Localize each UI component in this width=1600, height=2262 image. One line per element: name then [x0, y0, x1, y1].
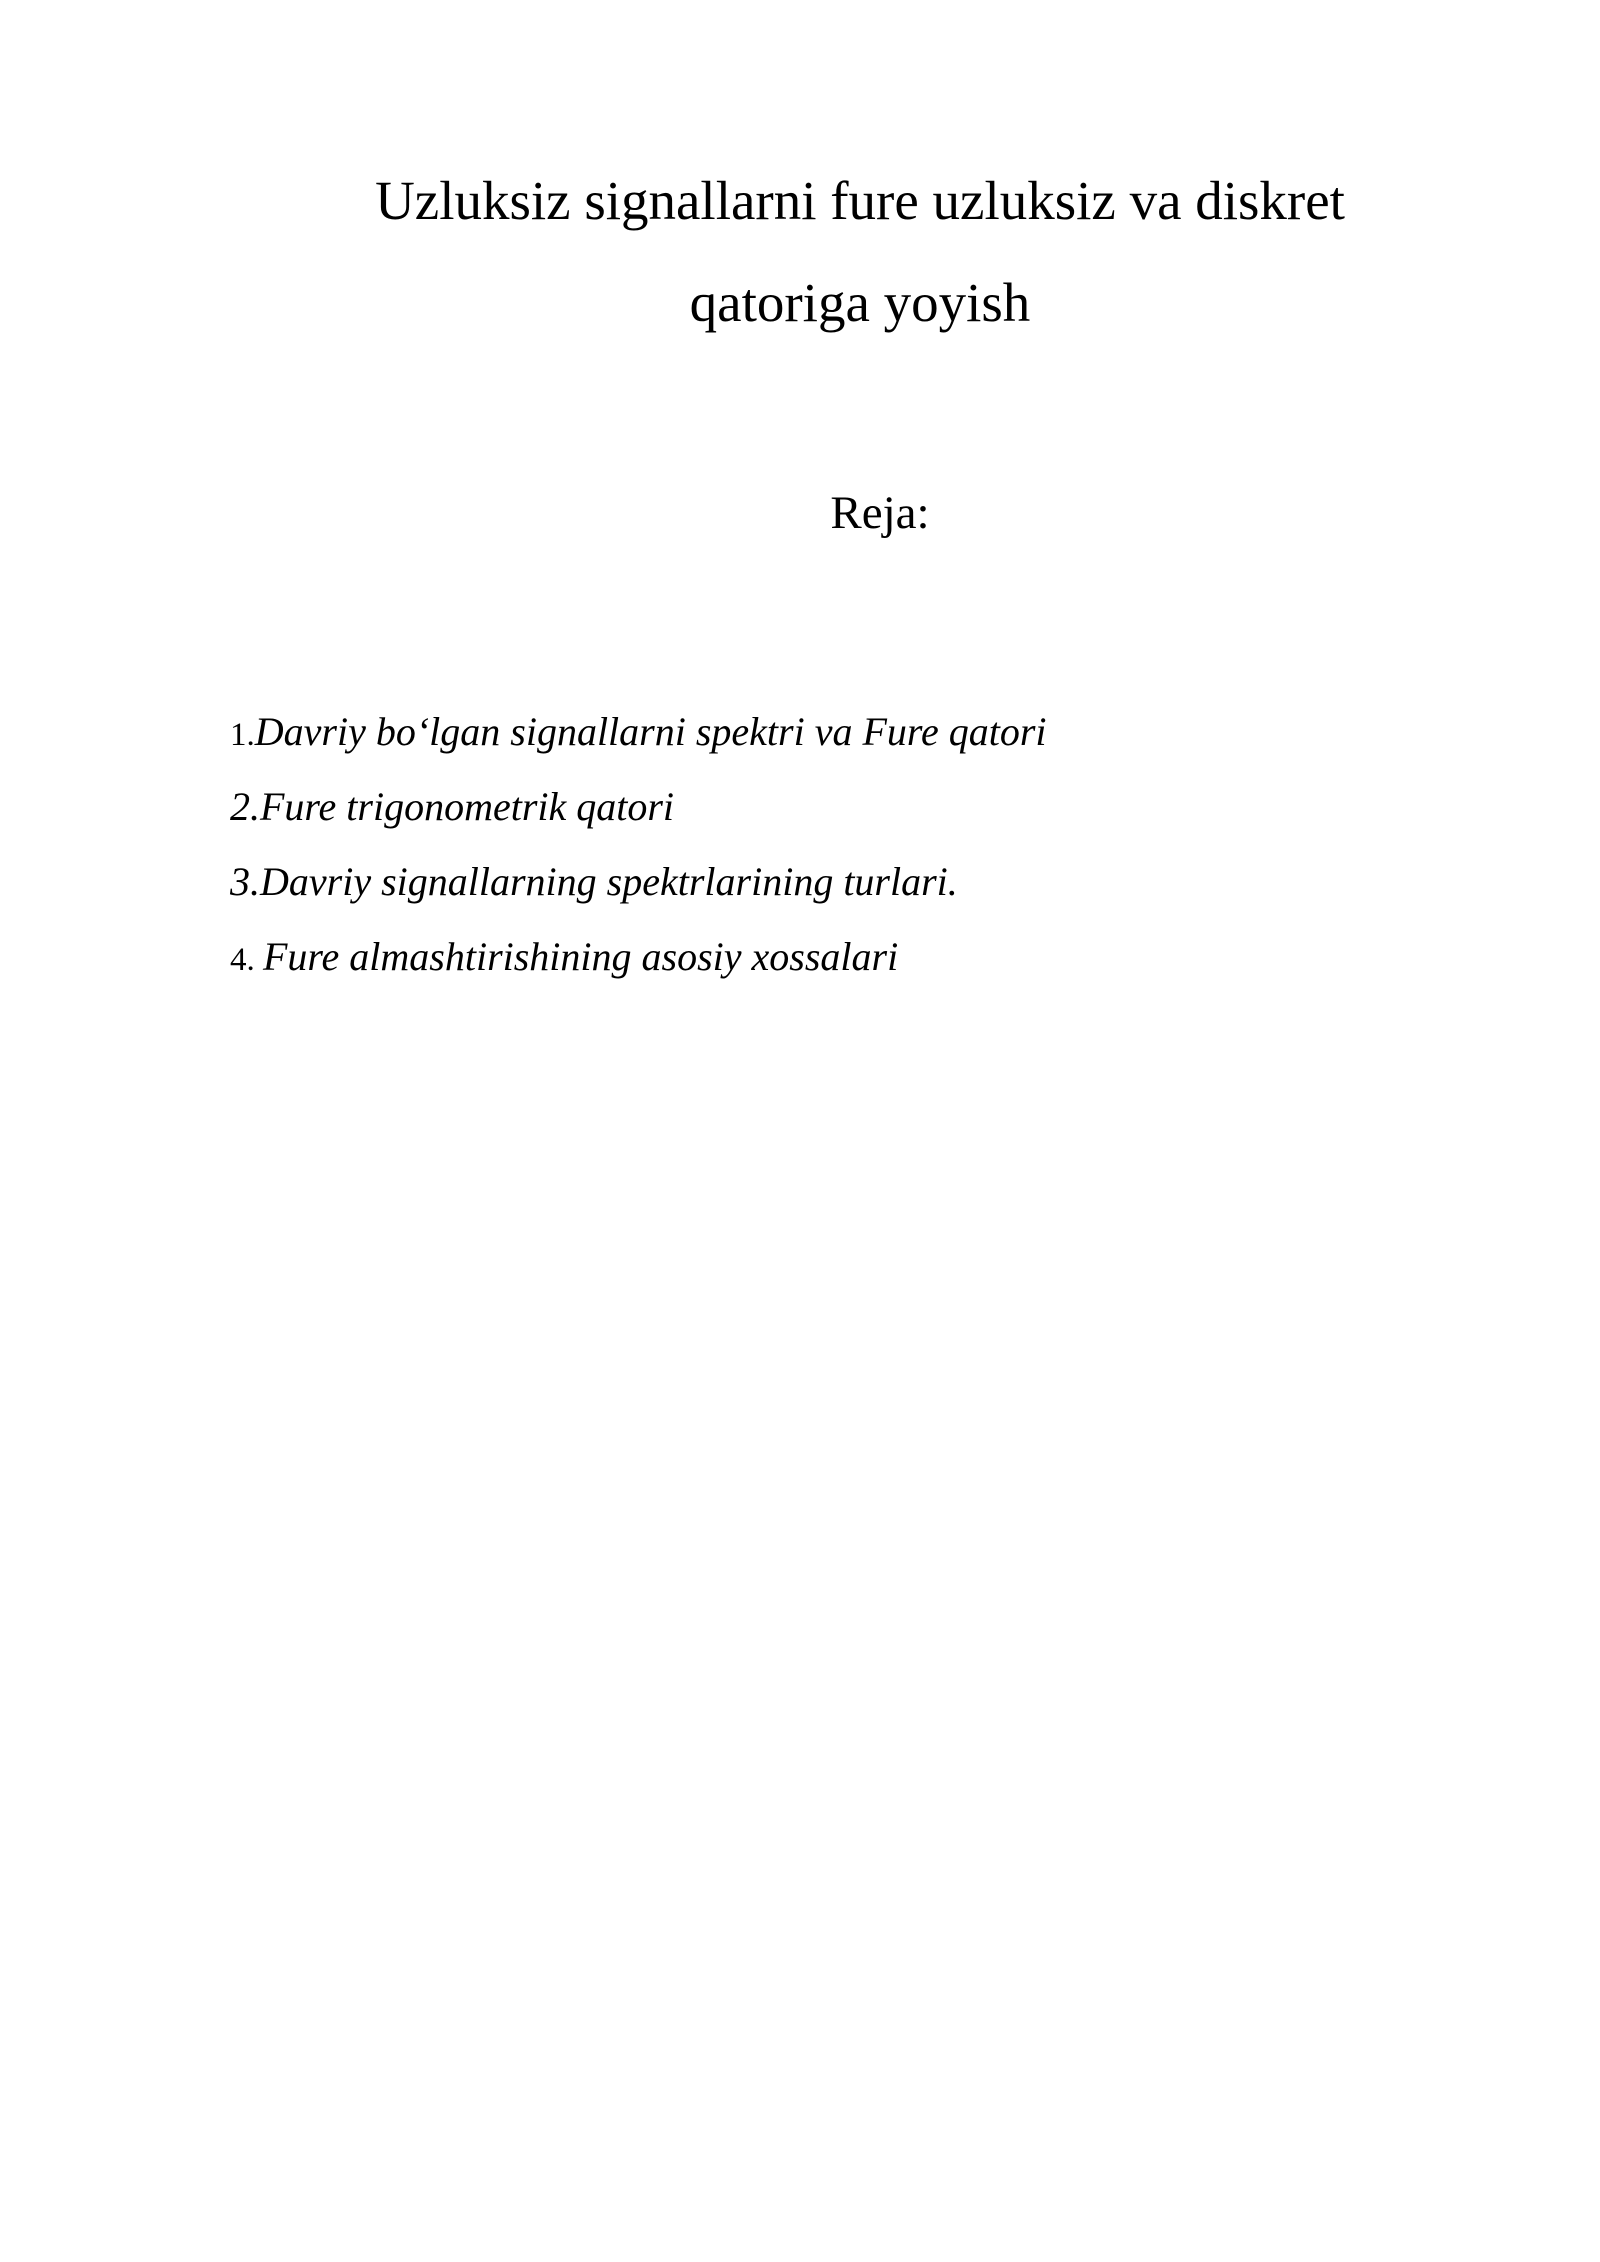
outline-item-text: Davriy signallarning spektrlarining turlari. — [260, 859, 958, 904]
outline-item-text: Davriy bo‘lgan signallarni spektri va Fure qatori — [254, 709, 1047, 754]
plan-heading: Reja: — [830, 487, 930, 539]
outline-item-number: 1. — [230, 717, 255, 753]
outline-item-number: 4. — [230, 942, 263, 978]
outline-item-number: 2. — [230, 784, 260, 829]
outline-item-2 — [230, 769, 1047, 844]
document-title — [240, 150, 1480, 354]
title-line-2: qatoriga yoyish — [689, 272, 1031, 333]
outline-item-1 — [230, 694, 1047, 769]
outline-item-text: Fure almashtirishining asosiy xossalari — [263, 934, 899, 979]
plan-outline — [230, 694, 1047, 994]
outline-item-text: Fure trigonometrik qatori — [260, 784, 675, 829]
title-line-1: Uzluksiz signallarni fure uzluksiz va diskret — [375, 170, 1345, 231]
outline-item-4 — [230, 919, 1047, 994]
outline-item-number: 3. — [230, 859, 260, 904]
outline-item-3 — [230, 844, 1047, 919]
